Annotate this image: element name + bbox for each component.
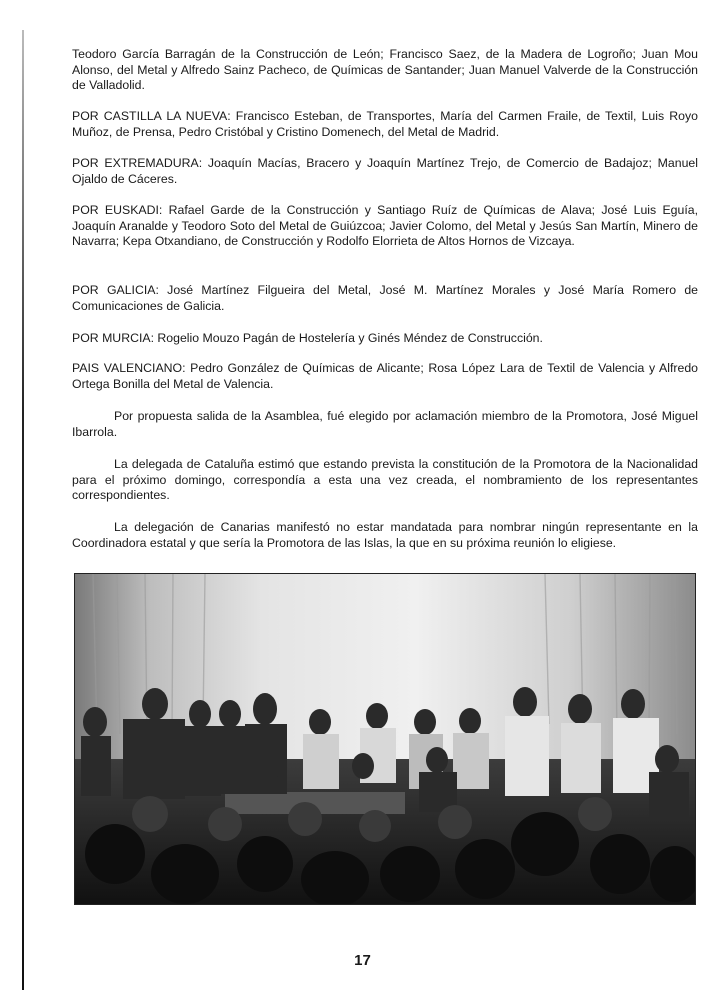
paragraph-extremadura [72,156,698,187]
paragraph-cataluna [72,457,698,504]
paragraph-text: La delegación de Canarias manifestó no estar mandatada para nombrar ningún representante en la Coordinadora estatal y que sería la Promotora de las Islas, la que en su próxima reunión lo eligiese. [72,520,698,550]
paragraph-text: POR CASTILLA LA NUEVA: Francisco Esteban, de Transportes, María del Carmen Fraile, de Textil, Luis Royo Muñoz, de Prensa, Pedro Cristóbal y Cristino Domenech, del Metal de Madrid. [72,109,698,139]
paragraph-text: POR EUSKADI: Rafael Garde de la Construcción y Santiago Ruíz de Químicas de Alava; José Luis Eguía, Joaquín Aranalde y Teodoro Soto del Metal de Guiúzcoa; Javier Colomo, del Metal y Jesús San Martín, Minero de Navarra; Kepa Otxandiano, de Construcción y Rodolfo Elorrieta de Altos Hornos de Vizcaya. [72,203,698,249]
paragraph-murcia [72,331,698,347]
paragraph-ibarrola [72,409,698,440]
assembly-photo [74,573,696,905]
paragraph-castilla-la-nueva [72,109,698,140]
paragraph-canarias [72,520,698,551]
paragraph-castilla-leon [72,47,698,94]
paragraph-text: POR MURCIA: Rogelio Mouzo Pagán de Hostelería y Ginés Méndez de Construcción. [72,331,543,345]
paragraph-pais-valenciano [72,361,698,392]
page-number: 17 [354,952,371,969]
paragraph-text: PAIS VALENCIANO: Pedro González de Químicas de Alicante; Rosa López Lara de Textil de Valencia y Alfredo Ortega Bonilla del Metal de Valencia. [72,361,698,391]
paragraph-text: POR GALICIA: José Martínez Filgueira del Metal, José M. Martínez Morales y José María Romero de Comunicaciones de Galicia. [72,283,698,313]
page-binding-edge [22,30,24,990]
paragraph-euskadi [72,203,698,250]
paragraph-text: POR EXTREMADURA: Joaquín Macías, Bracero y Joaquín Martínez Trejo, de Comercio de Badajoz; Manuel Ojaldo de Cáceres. [72,156,698,186]
paragraph-text: La delegada de Cataluña estimó que estando prevista la constitución de la Promotora de la Nacionalidad para el próximo domingo, correspondía a esta una vez creada, el nombramiento de los representantes correspondientes. [72,457,698,503]
paragraph-galicia [72,283,698,314]
paragraph-text: Teodoro García Barragán de la Construcción de León; Francisco Saez, de la Madera de Logroño; Juan Mou Alonso, del Metal y Alfredo Sainz Pacheco, de Químicas de Santander; Juan Manuel Valverde de la Construcción de Valladolid. [72,47,698,93]
assembly-photo-image [75,574,695,904]
paragraph-text: Por propuesta salida de la Asamblea, fué elegido por aclamación miembro de la Promotora, José Miguel Ibarrola. [72,409,698,439]
